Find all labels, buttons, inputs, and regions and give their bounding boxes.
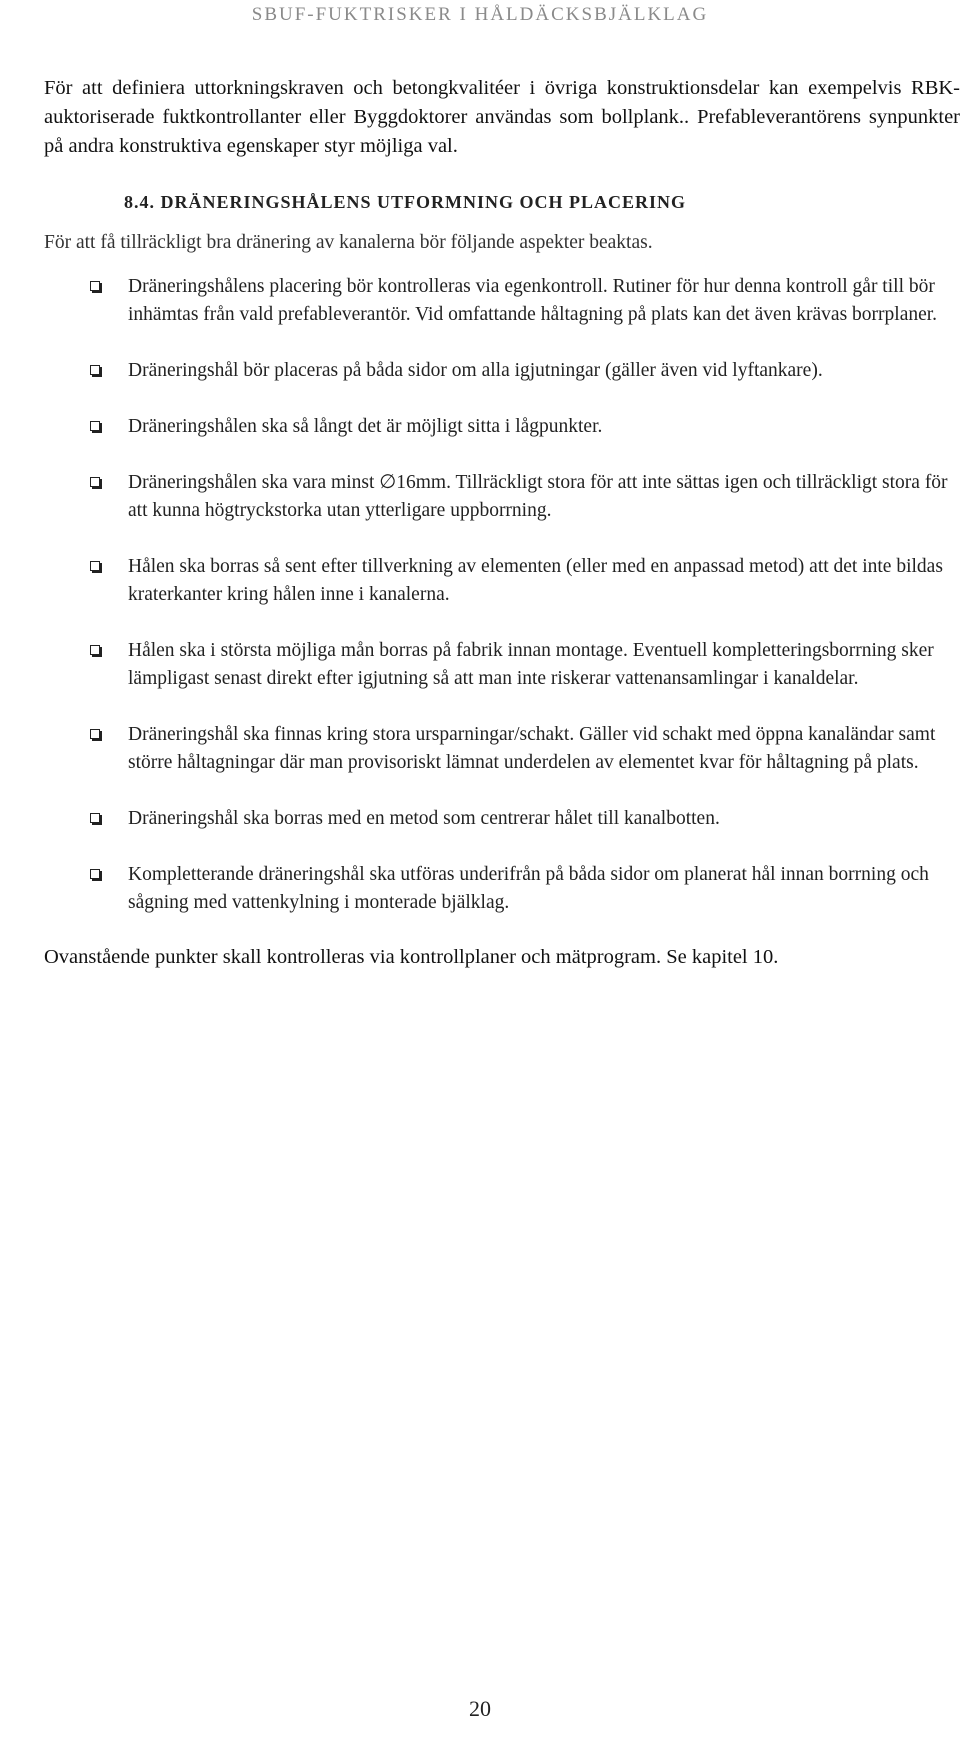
list-item (44, 721, 960, 777)
list-item (44, 357, 960, 385)
checkbox-icon (90, 365, 100, 375)
checkbox-icon (90, 421, 100, 431)
checkbox-icon (90, 645, 100, 655)
section-intro: För att få tillräckligt bra dränering av kanalerna bör följande aspekter beaktas. (44, 232, 653, 253)
running-header: SBUF-FUKTRISKER I HÅLDÄCKSBJÄLKLAG (251, 4, 709, 25)
list-item-text: Kompletterande dräneringshål ska utföras underifrån på båda sidor om planerat hål innan borrning och sågning med vattenkylning i monterade bjälklag. (128, 864, 929, 913)
checkbox-icon (90, 477, 100, 487)
list-item (44, 553, 960, 609)
page-number: 20 (469, 1696, 491, 1721)
list-item (44, 805, 960, 833)
checkbox-icon (90, 813, 100, 823)
list-item (44, 637, 960, 693)
list-item (44, 273, 960, 329)
list-item-text: Dräneringshålen ska vara minst ∅16mm. Tillräckligt stora för att inte sättas igen och tillräckligt stora för att kunna högtryckstorka utan ytterligare uppborrning. (128, 472, 948, 521)
list-item-text: Dräneringshål ska finnas kring stora ursparningar/schakt. Gäller vid schakt med öppna kanaländar samt större håltagningar där man provisoriskt lämnat underdelen av elementet kvar för håltagning på plats. (128, 724, 936, 773)
list-item (44, 469, 960, 525)
list-item-text: Dräneringshål bör placeras på båda sidor om alla igjutningar (gäller även vid lyftankare). (128, 360, 823, 381)
intro-paragraph: För att definiera uttorkningskraven och betongkvalitéer i övriga konstruktionsdelar kan exempelvis RBK-auktoriserade fuktkontrollanter eller Byggdoktorer användas som bollplank.. Prefableverantörens synpunkter på andra konstruktiva egenskaper styr möjliga val. (44, 77, 960, 157)
list-item-text: Hålen ska borras så sent efter tillverkning av elementen (eller med en anpassad metod) att det inte bildas kraterkanter kring hålen inne i kanalerna. (128, 556, 943, 605)
list-item (44, 861, 960, 917)
list-item-text: Dräneringshålens placering bör kontrolleras via egenkontroll. Rutiner för hur denna kontroll går till bör inhämtas från vald prefableverantör. Vid omfattande håltagning på plats kan det även krävas borrplaner. (128, 276, 938, 325)
list-item (44, 413, 960, 441)
conclusion-paragraph: Ovanstående punkter skall kontrolleras via kontrollplaner och mätprogram. Se kapitel 10. (44, 946, 779, 968)
page-content (44, 74, 960, 972)
list-item-text: Dräneringshål ska borras med en metod som centrerar hålet till kanalbotten. (128, 808, 720, 829)
checkbox-icon (90, 281, 100, 291)
section-heading: 8.4. DRÄNERINGSHÅLENS UTFORMNING OCH PLACERING (124, 192, 687, 212)
checkbox-icon (90, 561, 100, 571)
checkbox-icon (90, 729, 100, 739)
checkbox-icon (90, 869, 100, 879)
bullet-list (44, 273, 960, 917)
list-item-text: Hålen ska i största möjliga mån borras på fabrik innan montage. Eventuell kompletteringsborrning sker lämpligast senast direkt efter igjutning så att man inte riskerar vattenansamlingar i kanaldelar. (128, 640, 934, 689)
list-item-text: Dräneringshålen ska så långt det är möjligt sitta i lågpunkter. (128, 416, 603, 437)
